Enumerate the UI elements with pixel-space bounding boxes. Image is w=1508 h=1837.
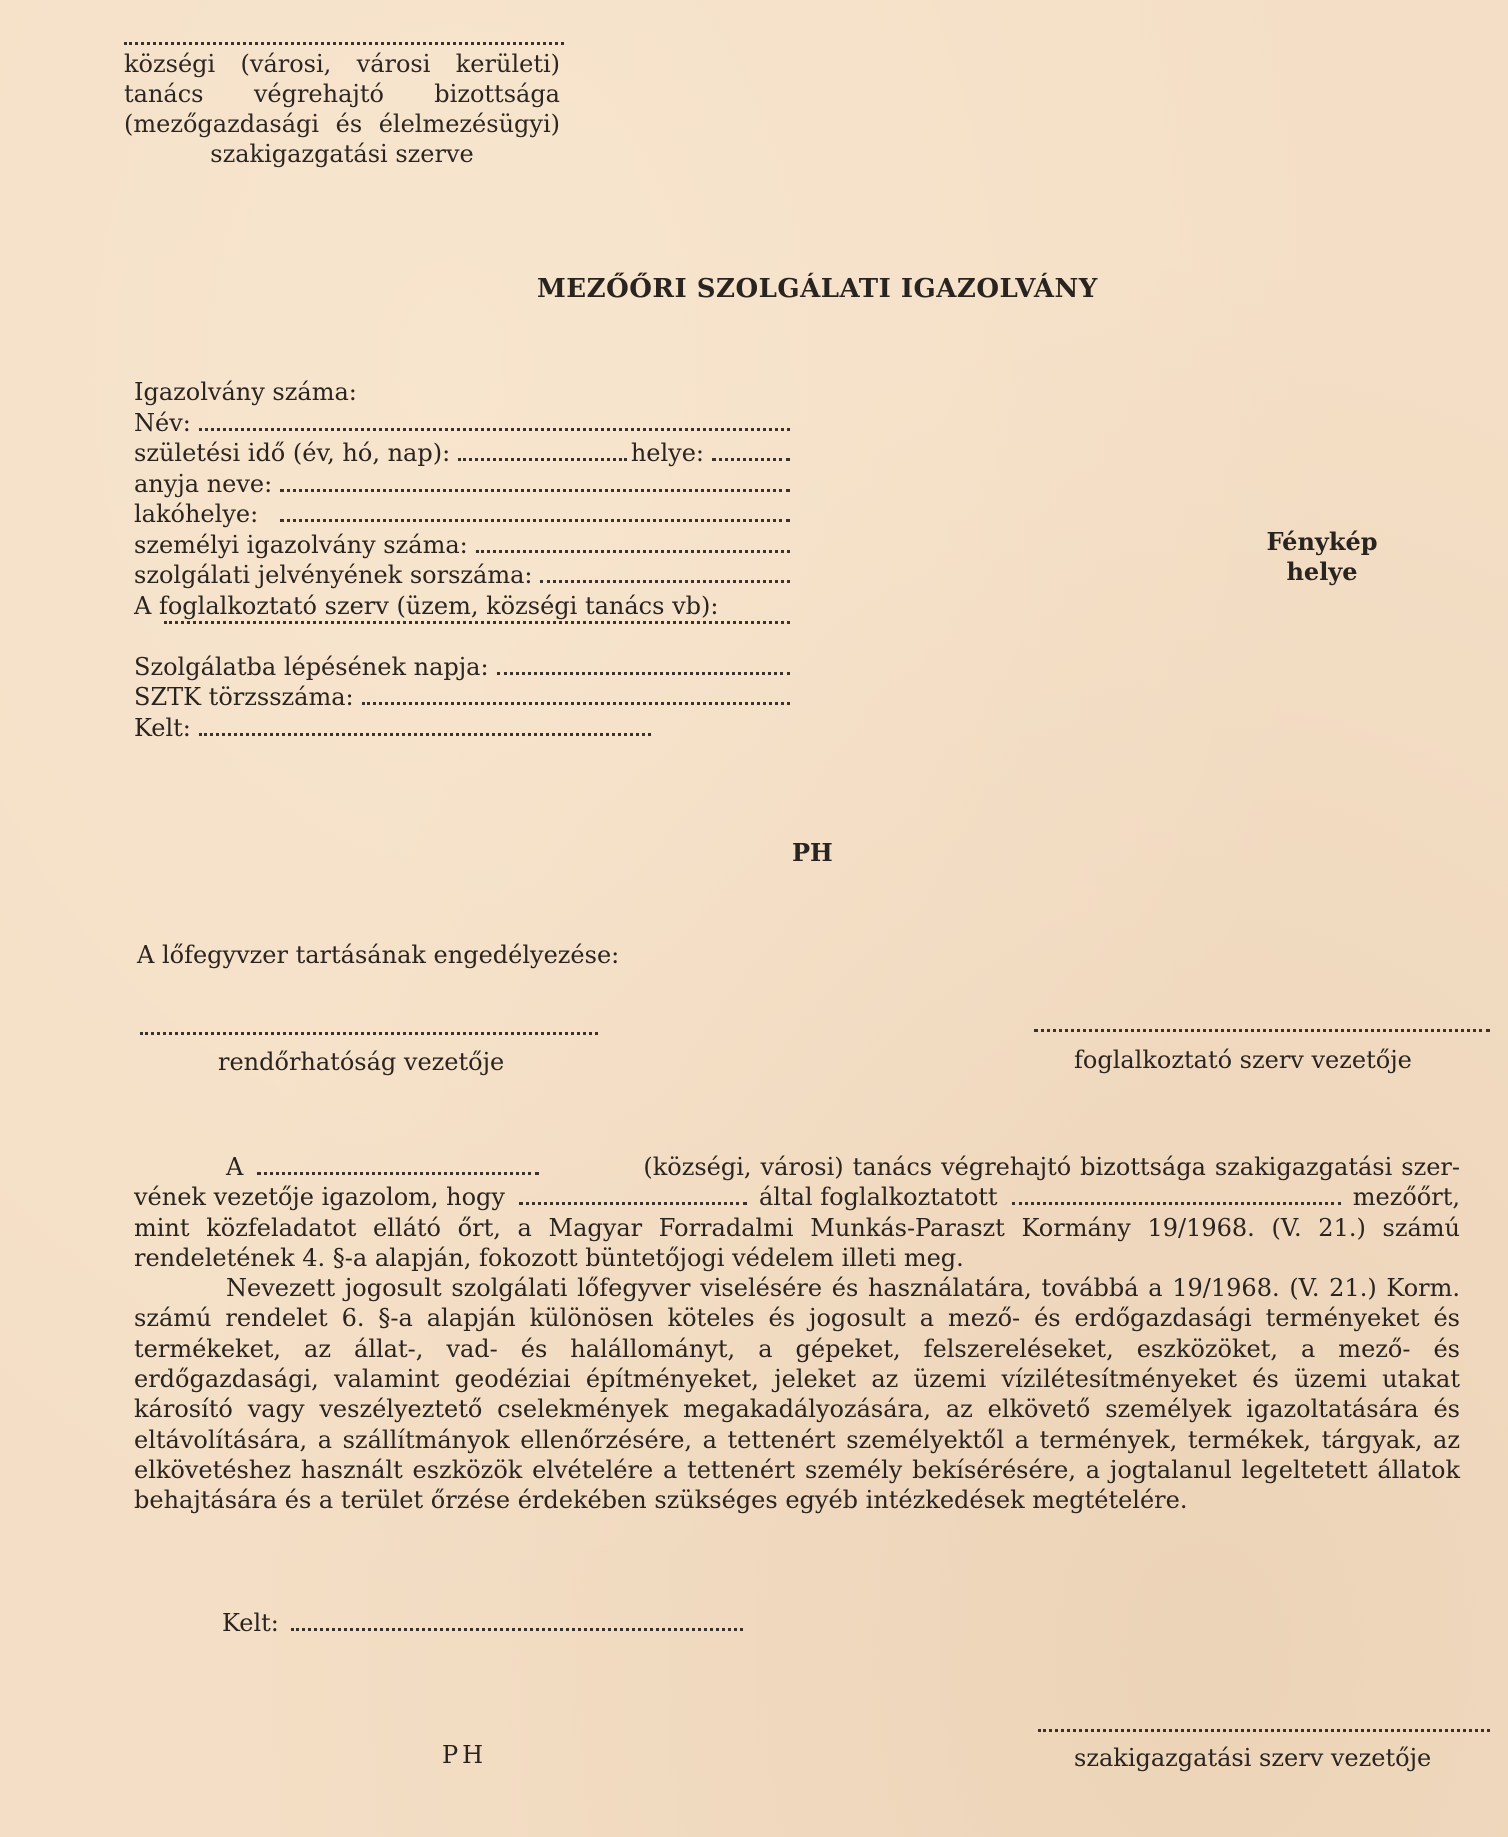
authority-line-2: tanács végrehajtó bizottsága (124, 80, 560, 108)
field-residence (134, 499, 794, 530)
authority-line-4: szakigazgatási szerve (210, 140, 474, 168)
paragraph-text: mint közfeladatot ellátó őrt, a Magyar Forradalmi Munkás-Paraszt Kormány 19/1968. (V. 21.) számú rendeletének 4. §-a alapján, fokozott büntetőjogi védelem illeti meg. (134, 1213, 1460, 1272)
field-dated (134, 713, 794, 744)
certification-text (134, 1152, 1460, 1516)
paragraph-text: vének vezetője igazolom, hogy (134, 1183, 505, 1212)
field-employer (134, 591, 794, 622)
document-title: MEZŐŐRI SZOLGÁLATI IGAZOLVÁNY (537, 274, 1098, 304)
fill-in-blank (362, 702, 790, 705)
paragraph-text: (községi, városi) tanács végrehajtó bizottsága szakigazgatási szer- (643, 1153, 1460, 1181)
fill-in-blank (257, 1172, 539, 1175)
authority-line-1: községi (városi, városi kerületi) (124, 50, 560, 78)
employer-signature-line (1034, 1029, 1490, 1032)
field-badge-number (134, 560, 794, 591)
field-label: Név: (134, 408, 191, 437)
admin-signature-label: szakigazgatási szerv vezetője (1074, 1744, 1432, 1772)
fill-in-blank (280, 489, 790, 492)
field-service-start (134, 652, 794, 683)
admin-signature-line (1038, 1729, 1490, 1732)
field-name (134, 408, 794, 439)
paragraph-text: Nevezett jogosult szolgálati lőfegyver viselésére és használatára, továbbá a 19/1968. (V. 21.) Korm. számú rendelet 6. §-a alapján különösen köteles és jogosult a mező- és erdőgazdasági terményeket és termékeket, az állat-, vad- és halállományt, a gépeket, felszereléseket, eszközöket, a mező- és erdőgazdasági, valamint geodéziai építményeket, jeleket az üzemi vízilétesítményeket és üzemi utakat károsító vagy veszélyeztető cselekmények megakadályozására, az elkövető személyek igazoltatására és eltávolítására, a szállítmányok ellenőrzésére, a tettenért személyektől a termények, termékek, tárgyak, az elkövetéshez használt eszközök elvételére a tettenért személy bekísérésére, a jogtalanul legeltetett állatok behajtására és a terület őrzése érdekében szükséges egyéb intézkedések megtételére. (134, 1274, 1460, 1515)
issuing-authority-block (124, 28, 560, 169)
paragraph-line (134, 1152, 1460, 1182)
fill-in-blank (519, 1202, 747, 1205)
stamp-placeholder: PH (792, 838, 833, 867)
field-label: SZTK törzsszáma: (134, 683, 354, 711)
field-label: anyja neve: (134, 469, 273, 498)
photo-label-1: Fénykép (1266, 527, 1378, 556)
police-signature-line (140, 1032, 598, 1035)
paragraph-line (134, 1182, 1460, 1212)
field-label: helye: (630, 439, 704, 467)
fill-in-blank (476, 550, 790, 553)
stamp-placeholder-bottom: PH (442, 1741, 488, 1769)
fill-in-blank (199, 428, 790, 431)
field-sztk-number (134, 682, 794, 713)
fill-in-blank (199, 733, 651, 736)
authority-name-blank (124, 28, 564, 45)
police-signature-label: rendőrhatóság vezetője (218, 1048, 505, 1076)
fill-in-blank (1012, 1202, 1341, 1205)
field-label: Kelt: (134, 713, 191, 742)
field-label: személyi igazolvány száma: (134, 530, 468, 559)
fill-in-blank (497, 672, 790, 675)
field-label: Szolgálatba lépésének napja: (134, 652, 489, 681)
field-label: születési idő (év, hó, nap): (134, 439, 451, 467)
field-employer-blank (134, 621, 794, 652)
paragraph-text: által foglalkoztatott (758, 1183, 998, 1212)
field-label: Igazolvány száma: (134, 378, 357, 406)
photo-label-2: helye (1286, 557, 1358, 586)
fill-in-blank (540, 580, 790, 583)
field-label: A foglalkoztató szerv (üzem, községi tanács vb): (134, 591, 719, 620)
id-card-form (134, 377, 794, 743)
fill-in-blank (280, 519, 790, 522)
field-birth (134, 438, 794, 469)
authority-line-3: (mezőgazdasági és élelmezésügyi) (124, 110, 560, 138)
field-label: Kelt: (222, 1609, 279, 1637)
fill-in-blank (164, 621, 790, 624)
dated-field-bottom (222, 1609, 743, 1637)
paragraph-text: A (226, 1153, 244, 1181)
field-label: lakóhelye: (134, 500, 259, 528)
firearm-permit-label: A lőfegyvzer tartásának engedélyezése: (137, 941, 620, 969)
field-id-number (134, 377, 794, 408)
field-personal-id (134, 530, 794, 561)
fill-in-blank (458, 458, 627, 461)
field-label: szolgálati jelvényének sorszáma: (134, 561, 533, 589)
fill-in-blank (712, 458, 790, 461)
paragraph-text: mezőőrt, (1352, 1183, 1460, 1212)
photo-placeholder (1262, 527, 1382, 587)
employer-signature-label: foglalkoztató szerv vezetője (1074, 1046, 1412, 1074)
fill-in-blank (291, 1628, 743, 1631)
field-mother-name (134, 469, 794, 500)
